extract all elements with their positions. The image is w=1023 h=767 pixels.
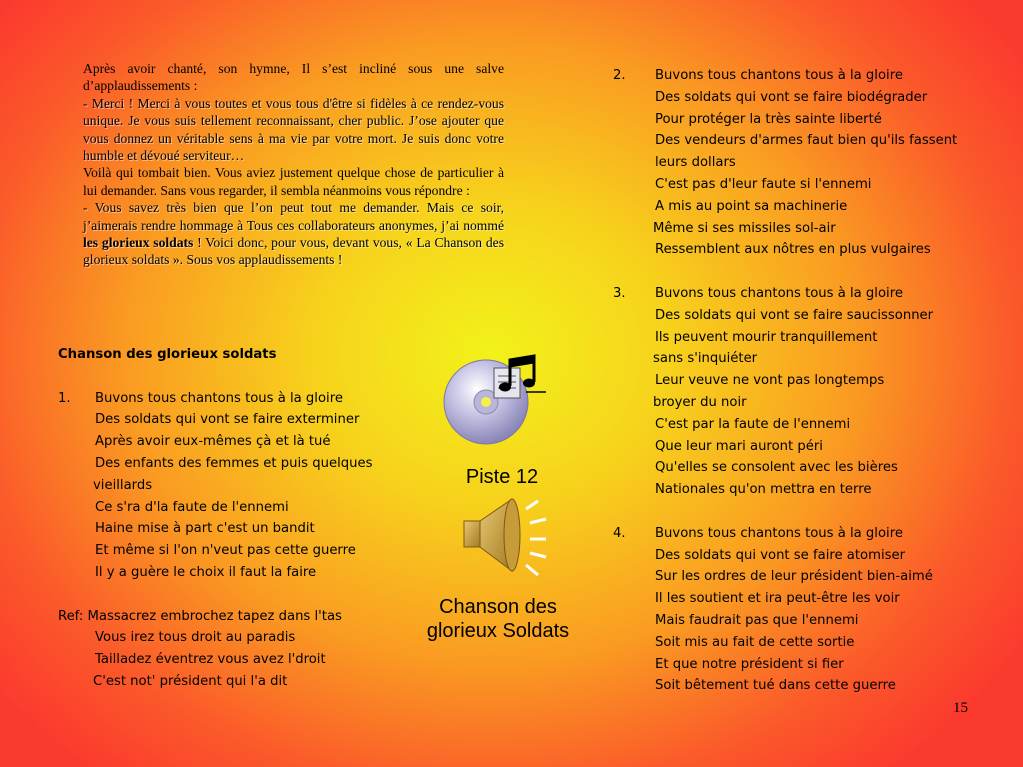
verse-line: vieillards: [93, 477, 153, 493]
intro-p4-bold: les glorieux soldats: [83, 235, 194, 251]
verse-number: 4.: [613, 525, 626, 541]
verse-line-text: Buvons tous chantons tous à la gloire: [95, 390, 343, 406]
verse-3: [613, 283, 957, 501]
speaker-icon[interactable]: [460, 495, 550, 580]
verse-line: Tailladez éventrez vous avez l'droit: [95, 652, 326, 668]
verse-line: Des soldats qui vont se faire biodégrader: [655, 89, 928, 105]
verse-line: Mais faudrait pas que l'ennemi: [655, 612, 859, 628]
intro-p4-end: ! Voici donc, pour vous, devant vous, « La Chanson des glorieux soldats ». Sous vos applaudissements !: [83, 235, 504, 268]
verse-line: C'est not' président qui l'a dit: [93, 673, 288, 689]
verse-line-text: Buvons tous chantons tous à la gloire: [655, 285, 903, 301]
verse-line: [613, 523, 957, 545]
verse-line: Après avoir eux-mêmes çà et là tué: [95, 434, 331, 450]
verse-line: Et même si l'on n'veut pas cette guerre: [95, 543, 356, 559]
verse-4: [613, 523, 957, 697]
verse-line: Il y a guère le choix il faut la faire: [95, 564, 317, 580]
verse-line-text: Buvons tous chantons tous à la gloire: [655, 525, 903, 541]
song-right-column: [613, 65, 957, 719]
verse-line: Des enfants des femmes et puis quelques: [95, 455, 373, 471]
intro-text: [83, 60, 504, 269]
verse-line: Vous irez tous droit au paradis: [95, 630, 296, 646]
verse-1: [58, 388, 372, 584]
page-number: 15: [953, 700, 968, 716]
verse-number: 3.: [613, 285, 626, 301]
verse-line: leurs dollars: [655, 155, 736, 171]
verse-line: Nationales qu'on mettra en terre: [655, 482, 872, 498]
song-left-column: [58, 344, 372, 715]
audio-label-line-1: Chanson des: [439, 596, 557, 618]
verse-line: Des vendeurs d'armes faut bien qu'ils fassent: [655, 133, 958, 149]
intro-p4-start: - Vous savez très bien que l’on peut tout me demander. Mais ce soir, j’aimerais rendre hommage à Tous ces collaborateurs anonymes, j’ai nommé: [83, 200, 504, 233]
intro-paragraph-2: - Merci ! Merci à vous toutes et vous tous d'être si fidèles à ce rendez-vous unique. Je vous suis tellement reconnaissant, cher public. J’ose ajouter que vous donnez un véritable sens à ma vie par votre mort. Je suis donc votre humble et dévoué serviteur…: [83, 95, 504, 164]
verse-line: sans s'inquiéter: [653, 351, 758, 367]
song-title: Chanson des glorieux soldats: [58, 347, 277, 362]
verse-line: Sur les ordres de leur président bien-aimé: [655, 569, 933, 585]
verse-line-text: Buvons tous chantons tous à la gloire: [655, 68, 903, 83]
audio-label-line-2: glorieux Soldats: [426, 620, 570, 642]
verse-2: [613, 65, 957, 261]
verse-line: C'est pas d'leur faute si l'ennemi: [655, 176, 872, 192]
verse-line: Soit mis au fait de cette sortie: [655, 634, 855, 650]
verse-line: Ils peuvent mourir tranquillement: [655, 329, 878, 345]
refrain-label: Ref:: [58, 608, 84, 624]
verse-line: broyer du noir: [653, 394, 747, 410]
verse-line: Qu'elles se consolent avec les bières: [655, 460, 898, 476]
cd-track-label: Piste 12: [465, 466, 539, 488]
verse-line: Il les soutient et ira peut-être les voir: [655, 591, 900, 607]
intro-paragraph-1: Après avoir chanté, son hymne, Il s’est incliné sous une salve d’applaudissements :: [83, 61, 504, 94]
verse-line: Soit bêtement tué dans cette guerre: [655, 678, 896, 694]
intro-paragraph-4: [83, 199, 504, 269]
verse-number: 2.: [613, 68, 626, 83]
verse-line: [613, 65, 957, 87]
verse-line: Que leur mari auront péri: [655, 438, 823, 454]
verse-line: Leur veuve ne vont pas longtemps: [655, 373, 885, 389]
verse-line: Des soldats qui vont se faire atomiser: [655, 547, 906, 563]
intro-paragraph-3: Voilà qui tombait bien. Vous aviez justement quelque chose de particulier à lui demander. Sans vous regarder, il sembla néanmoins vous répondre :: [83, 165, 504, 198]
refrain: [58, 606, 372, 693]
audio-label: [408, 595, 588, 643]
verse-line: [58, 388, 372, 410]
verse-line: Haine mise à part c'est un bandit: [95, 521, 315, 537]
verse-line: [613, 283, 957, 305]
verse-line: A mis au point sa machinerie: [655, 198, 848, 214]
verse-line-text: Massacrez embrochez tapez dans l'tas: [87, 608, 342, 624]
verse-line: Et que notre président si fier: [655, 656, 844, 672]
verse-line: Ressemblent aux nôtres en plus vulgaires: [655, 242, 931, 258]
verse-line: Ce s'ra d'la faute de l'ennemi: [95, 499, 289, 515]
verse-line: Même si ses missiles sol-air: [653, 220, 836, 236]
verse-line: Pour protéger la très sainte liberté: [655, 111, 882, 127]
verse-line: [58, 606, 372, 628]
cd-music-icon[interactable]: [442, 352, 554, 447]
verse-line: Des soldats qui vont se faire exterminer: [95, 412, 360, 428]
verse-number: 1.: [58, 390, 71, 406]
verse-line: Des soldats qui vont se faire saucissonner: [655, 307, 934, 323]
verse-line: C'est par la faute de l'ennemi: [655, 416, 851, 432]
